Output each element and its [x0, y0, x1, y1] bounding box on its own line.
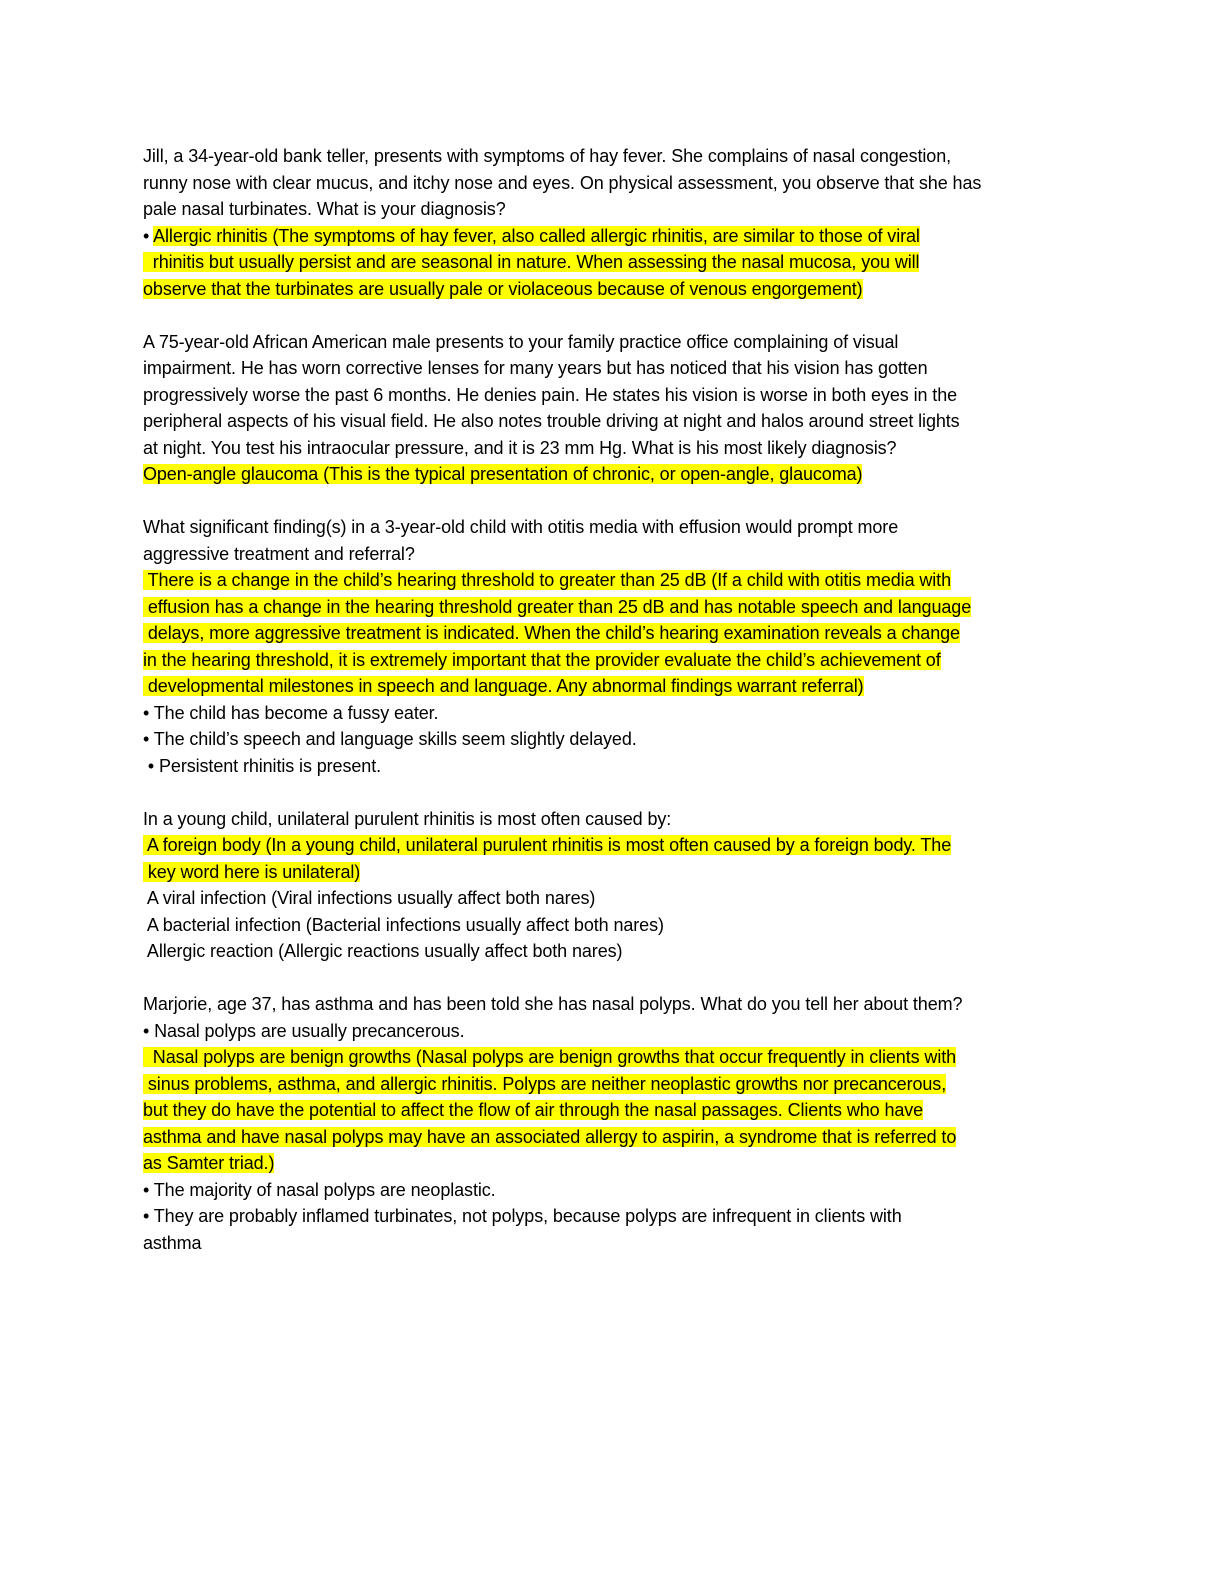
- highlighted-answer: sinus problems, asthma, and allergic rhinitis. Polyps are neither neoplastic growths nor precancerous,: [143, 1073, 947, 1094]
- text-line: impairment. He has worn corrective lenses for many years but has noticed that his vision has gotten: [143, 358, 928, 378]
- answer-line: [143, 1097, 1083, 1124]
- highlighted-answer: delays, more aggressive treatment is indicated. When the child’s hearing examination reveals a change: [143, 623, 960, 643]
- option-line: • They are probably inflamed turbinates, not polyps, because polyps are infrequent in clients with: [143, 1206, 902, 1226]
- text-line: What significant finding(s) in a 3-year-old child with otitis media with effusion would prompt more: [143, 517, 899, 537]
- highlighted-answer: as Samter triad.): [143, 1153, 275, 1173]
- highlighted-answer: but they do have the potential to affect the flow of air through the nasal passages. Clients who have: [143, 1100, 924, 1120]
- answer-line: [143, 461, 1083, 488]
- option-line: • The child’s speech and language skills seem slightly delayed.: [143, 729, 637, 749]
- highlighted-answer: Allergic rhinitis (The symptoms of hay fever, also called allergic rhinitis, are similar to those of viral: [153, 225, 920, 246]
- highlighted-answer: key word here is unilateral): [143, 861, 361, 882]
- answer-line: [143, 1124, 1083, 1151]
- text-line: Jill, a 34-year-old bank teller, presents with symptoms of hay fever. She complains of nasal congestion,: [143, 146, 952, 166]
- text-line: A 75-year-old African American male presents to your family practice office complaining of visual: [143, 331, 899, 352]
- highlighted-answer: asthma and have nasal polyps may have an associated allergy to aspirin, a syndrome that is referred to: [143, 1126, 957, 1147]
- answer-line: [143, 223, 1083, 250]
- paragraph-spacer: [143, 488, 1083, 515]
- question-block: [143, 514, 1083, 779]
- question-block: [143, 991, 1083, 1256]
- answer-line: [143, 673, 1083, 700]
- highlighted-answer: A foreign body (In a young child, unilateral purulent rhinitis is most often caused by a foreign body. The: [143, 835, 952, 855]
- option-line: A viral infection (Viral infections usually affect both nares): [143, 888, 596, 908]
- question-block: [143, 329, 1083, 488]
- option-line: • Persistent rhinitis is present.: [143, 755, 381, 776]
- paragraph-spacer: [143, 779, 1083, 806]
- answer-line: [143, 594, 1083, 621]
- document-page: [143, 143, 1083, 1256]
- answer-line: [143, 620, 1083, 647]
- text-line: aggressive treatment and referral?: [143, 543, 415, 564]
- text-line: Marjorie, age 37, has asthma and has been told she has nasal polyps. What do you tell her about them?: [143, 994, 963, 1014]
- question-block: [143, 806, 1083, 965]
- highlighted-answer: Nasal polyps are benign growths (Nasal polyps are benign growths that occur frequently in clients with: [143, 1047, 957, 1067]
- text-line: peripheral aspects of his visual field. He also notes trouble driving at night and halos around street lights: [143, 411, 960, 431]
- answer-line: [143, 859, 1083, 886]
- answer-line: [143, 1150, 1083, 1177]
- option-line: A bacterial infection (Bacterial infections usually affect both nares): [143, 914, 664, 935]
- option-line: Allergic reaction (Allergic reactions usually affect both nares): [143, 941, 623, 961]
- paragraph-spacer: [143, 302, 1083, 329]
- answer-line: [143, 647, 1083, 674]
- highlighted-answer: rhinitis but usually persist and are seasonal in nature. When assessing the nasal mucosa, you will: [143, 252, 920, 272]
- text-line: runny nose with clear mucus, and itchy nose and eyes. On physical assessment, you observe that she has: [143, 172, 982, 193]
- text-line: at night. You test his intraocular pressure, and it is 23 mm Hg. What is his most likely diagnosis?: [143, 437, 897, 458]
- answer-line: [143, 276, 1083, 303]
- bullet: •: [143, 225, 154, 246]
- answer-line: [143, 567, 1083, 594]
- answer-line: [143, 1071, 1083, 1098]
- highlighted-answer: observe that the turbinates are usually pale or violaceous because of venous engorgement): [143, 278, 863, 299]
- highlighted-answer: in the hearing threshold, it is extremely important that the provider evaluate the child’s achievement of: [143, 649, 941, 670]
- answer-line: [143, 1044, 1083, 1071]
- highlighted-answer: developmental milestones in speech and language. Any abnormal findings warrant referral): [143, 676, 864, 696]
- highlighted-answer: effusion has a change in the hearing threshold greater than 25 dB and has notable speech and language: [143, 596, 972, 617]
- text-line: pale nasal turbinates. What is your diagnosis?: [143, 199, 506, 219]
- question-block: [143, 143, 1083, 302]
- option-line: asthma: [143, 1232, 202, 1253]
- option-line: • The child has become a fussy eater.: [143, 702, 439, 723]
- highlighted-answer: There is a change in the child’s hearing threshold to greater than 25 dB (If a child with otitis media with: [143, 570, 951, 590]
- highlighted-answer: Open-angle glaucoma (This is the typical presentation of chronic, or open-angle, glaucoma): [143, 464, 863, 484]
- answer-line: [143, 249, 1083, 276]
- option-line: • The majority of nasal polyps are neoplastic.: [143, 1179, 496, 1200]
- answer-line: [143, 832, 1083, 859]
- option-line: • Nasal polyps are usually precancerous.: [143, 1020, 465, 1041]
- text-line: progressively worse the past 6 months. He denies pain. He states his vision is worse in both eyes in the: [143, 384, 958, 405]
- paragraph-spacer: [143, 965, 1083, 992]
- text-line: In a young child, unilateral purulent rhinitis is most often caused by:: [143, 808, 672, 829]
